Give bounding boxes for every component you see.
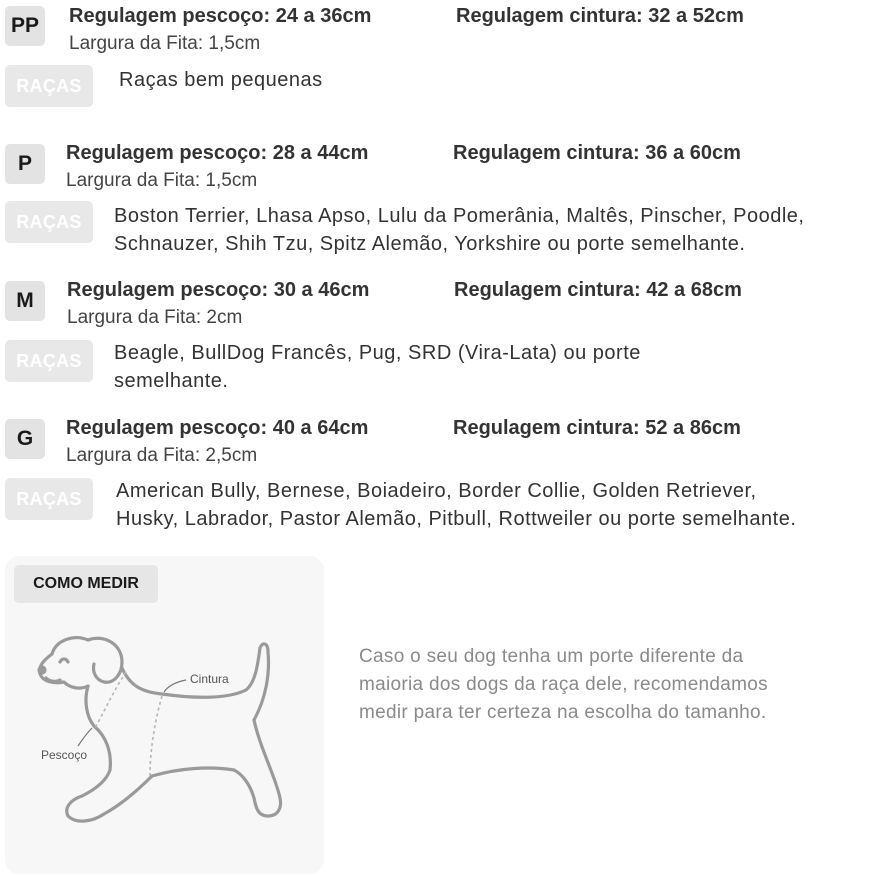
neck-range-pp: Regulagem pescoço: 24 a 36cm — [69, 5, 372, 27]
breeds-list-m — [114, 339, 641, 395]
racas-badge-p: RAÇAS — [5, 201, 93, 243]
strap-width-m: Largura da Fita: 2cm — [67, 307, 243, 328]
breeds-line: Beagle, BullDog Francês, Pug, SRD (Vira-Lata) ou porte — [114, 342, 641, 364]
breeds-list-pp — [119, 66, 323, 94]
breeds-line: Husky, Labrador, Pastor Alemão, Pitbull, Rottweiler ou porte semelhante. — [116, 508, 797, 530]
strap-width-p: Largura da Fita: 1,5cm — [66, 170, 258, 191]
breeds-list-p — [114, 202, 804, 258]
breeds-line: Boston Terrier, Lhasa Apso, Lulu da Pomerânia, Maltês, Pinscher, Poodle, — [114, 205, 805, 227]
racas-badge-m: RAÇAS — [5, 340, 93, 382]
neck-label: Pescoço — [41, 748, 88, 762]
measure-note — [359, 643, 859, 727]
breeds-line: American Bully, Bernese, Boiadeiro, Border Collie, Golden Retriever, — [116, 480, 757, 502]
note-line: Caso o seu dog tenha um porte diferente da — [359, 646, 744, 667]
racas-badge-pp: RAÇAS — [5, 65, 93, 107]
como-medir-badge: COMO MEDIR — [14, 565, 158, 603]
size-badge-p: P — [5, 144, 45, 184]
waist-range-m: Regulagem cintura: 42 a 68cm — [454, 279, 742, 301]
breeds-line: semelhante. — [114, 370, 229, 392]
waist-range-p: Regulagem cintura: 36 a 60cm — [453, 142, 741, 164]
waist-range-g: Regulagem cintura: 52 a 86cm — [453, 417, 741, 439]
note-line: maioria dos dogs da raça dele, recomendamos — [359, 674, 768, 695]
breeds-line: Schnauzer, Shih Tzu, Spitz Alemão, Yorkshire ou porte semelhante. — [114, 233, 746, 255]
waist-range-pp: Regulagem cintura: 32 a 52cm — [456, 5, 744, 27]
neck-range-p: Regulagem pescoço: 28 a 44cm — [66, 142, 369, 164]
breeds-line: Raças bem pequenas — [119, 69, 323, 91]
size-badge-m: M — [5, 281, 45, 321]
size-badge-pp: PP — [5, 6, 45, 46]
neck-range-g: Regulagem pescoço: 40 a 64cm — [66, 417, 369, 439]
neck-range-m: Regulagem pescoço: 30 a 46cm — [67, 279, 370, 301]
racas-badge-g: RAÇAS — [5, 478, 93, 520]
note-line: medir para ter certeza na escolha do tamanho. — [359, 702, 767, 723]
strap-width-g: Largura da Fita: 2,5cm — [66, 445, 258, 466]
strap-width-pp: Largura da Fita: 1,5cm — [69, 33, 261, 54]
breeds-list-g — [116, 477, 796, 533]
size-badge-g: G — [5, 419, 45, 459]
dog-outline-icon — [30, 628, 300, 838]
waist-label: Cintura — [190, 672, 229, 686]
